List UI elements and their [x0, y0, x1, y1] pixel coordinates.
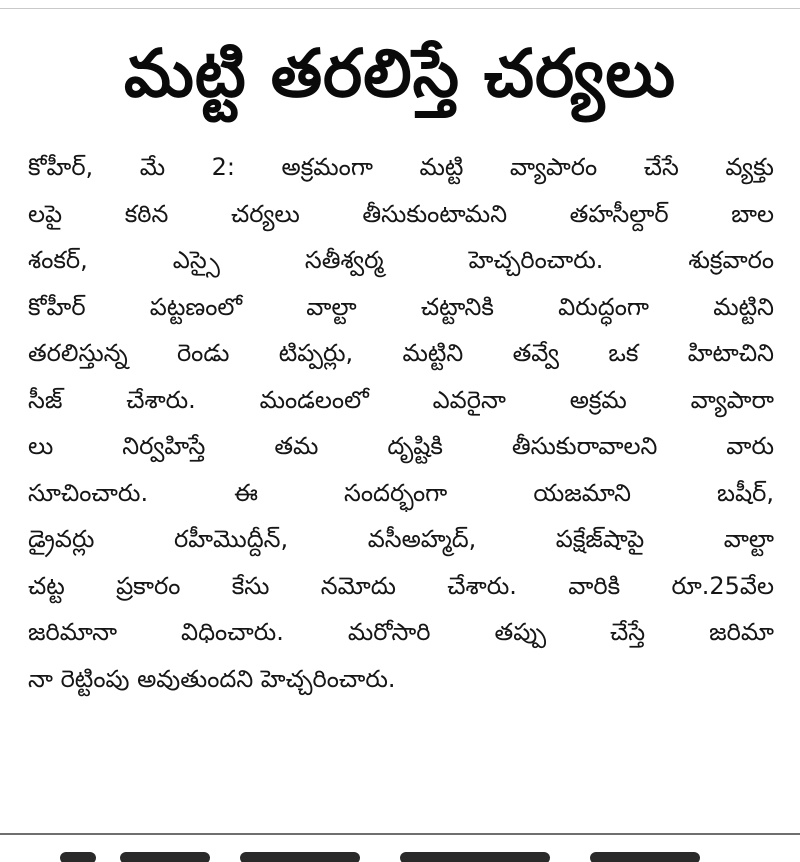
cropped-text-fragment	[240, 852, 360, 862]
cropped-next-article-fragment	[0, 846, 800, 862]
top-divider	[0, 8, 800, 9]
article-body-line: సూచించారు. ఈ సందర్భంగా యజమాని బషీర్,	[28, 478, 774, 507]
cropped-text-fragment	[120, 852, 210, 862]
article-body-line: సీజ్ చేశారు. మండలంలో ఎవరైనా అక్రమ వ్యాపారా	[28, 385, 774, 414]
cropped-text-fragment	[400, 852, 550, 862]
article-body-line: జరిమానా విధించారు. మరోసారి తప్పు చేస్తే జరిమా	[28, 618, 774, 646]
article-body-line: లు నిర్వహిస్తే తమ దృష్టికి తీసుకురావాలని వారు	[28, 432, 774, 460]
article-body	[28, 144, 774, 702]
article-body-line: శంకర్, ఎస్సై సతీశ్వర్మ హెచ్చరించారు. శుక్రవారం	[28, 246, 774, 274]
article-body-line: కోహీర్, మే 2: అక్రమంగా మట్టి వ్యాపారం చేసే వ్యక్తు	[28, 153, 774, 181]
article-headline: మట్టి తరలిస్తే చర్యలు	[123, 35, 677, 112]
article-body-line: లపై కఠిన చర్యలు తీసుకుంటామని తహసీల్దార్ బాల	[28, 199, 774, 228]
article-body-line: నా రెట్టింపు అవుతుందని హెచ్చరించారు.	[28, 664, 396, 693]
cropped-text-fragment	[590, 852, 700, 862]
cropped-text-fragment	[60, 852, 96, 862]
bottom-divider	[0, 833, 800, 835]
article-body-line: కోహీర్ పట్టణంలో వాల్టా చట్టానికి విరుద్ధంగా మట్టిని	[28, 292, 774, 321]
article-body-line: చట్ట ప్రకారం కేసు నమోదు చేశారు. వారికి రూ.25వేల	[28, 571, 774, 600]
article-body-line: డ్రైవర్లు రహీమొద్దీన్, వసీఅహ్మద్, పక్షేజ్‌షాపై వాల్టా	[28, 525, 774, 553]
article-body-line: తరలిస్తున్న రెండు టిప్పర్లు, మట్టిని తవ్వే ఒక హిటాచిని	[28, 339, 774, 367]
